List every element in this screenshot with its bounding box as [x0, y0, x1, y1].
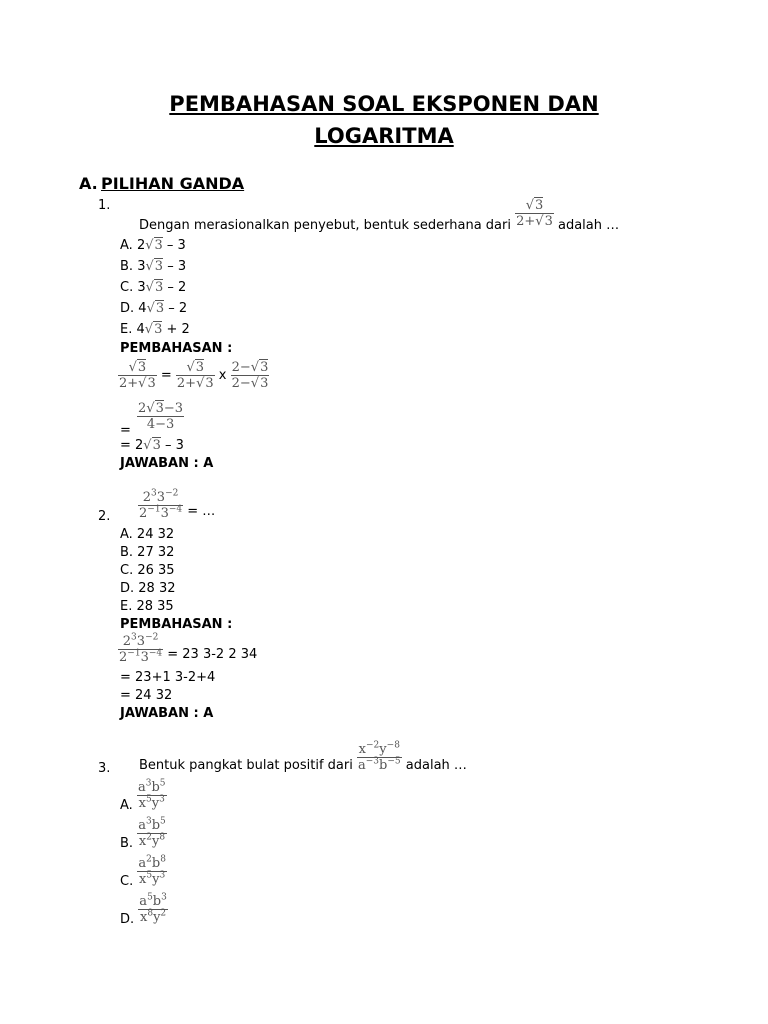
page-title: [0, 88, 768, 152]
option-b: B. 27 32: [120, 545, 175, 560]
solution-step-3: = 24 32: [120, 688, 173, 703]
question-number: 1.: [98, 198, 111, 213]
question-1-text: Dengan merasionalkan penyebut, bentuk sederhana dari $\frac{√3}{2+√3}$ adalah …: [139, 198, 620, 233]
question-2-text: $\frac{2^33^{-2}}{2^{-1}3^{-4}}$ = …: [139, 488, 216, 521]
option-b: B. 3√3 – 3: [120, 259, 187, 274]
solution-step-1: $\frac{2^33^{-2}}{2^{-1}3^{-4}}$ = 23 3-2 2 34: [119, 632, 258, 665]
solution-step-2: = $\frac{2√3-3}{4-3}$: [120, 401, 184, 438]
question-3-number: 3.: [98, 761, 111, 776]
option-a: A. 24 32: [120, 527, 175, 542]
answer-label: JAWABAN : A: [120, 706, 214, 721]
section-heading: [79, 174, 244, 193]
solution-label: PEMBAHASAN :: [120, 617, 233, 632]
section-title: PILIHAN GANDA: [101, 174, 245, 193]
option-e: E. 4√3 + 2: [120, 322, 190, 337]
option-c: C. 3√3 – 2: [120, 280, 187, 295]
option-e: E. 28 35: [120, 599, 174, 614]
option-a: A. 2√3 – 3: [120, 238, 186, 253]
title-line-1: PEMBAHASAN SOAL EKSPONEN DAN: [169, 92, 599, 116]
option-d: D. 28 32: [120, 581, 176, 596]
option-c: C. 26 35: [120, 563, 175, 578]
option-c: C. $\frac{a^2b^8}{x^5y^3}$: [120, 854, 166, 889]
question-1-fraction: $\frac{√3}{2+√3}$: [516, 198, 553, 229]
solution-step-1: $\frac{√3}{2+√3}$ = $\frac{√3}{2+√3}$ x $\frac{2-√3}{2-√3}$: [119, 360, 269, 391]
option-a: A. $\frac{a^3b^5}{x^5y^3}$: [120, 778, 166, 813]
option-d: D. $\frac{a^5b^3}{x^8y^2}$: [120, 892, 167, 927]
answer-label: JAWABAN : A: [120, 456, 214, 471]
solution-step-3: = 2√3 – 3: [120, 438, 184, 453]
option-b: B. $\frac{a^3b^5}{x^2y^8}$: [120, 816, 166, 851]
title-line-2: LOGARITMA: [314, 124, 454, 148]
option-d: D. 4√3 – 2: [120, 301, 188, 316]
question-2-number: 2.: [98, 509, 111, 524]
solution-label: PEMBAHASAN :: [120, 341, 233, 356]
question-3-text: Bentuk pangkat bulat positif dari $\frac{x^{-2}y^{-8}}{a^{-3}b^{-5}}$ adalah …: [139, 740, 467, 773]
question-1: [98, 198, 620, 233]
section-label: A.: [79, 174, 98, 193]
solution-step-2: = 23+1 3-2+4: [120, 670, 216, 685]
